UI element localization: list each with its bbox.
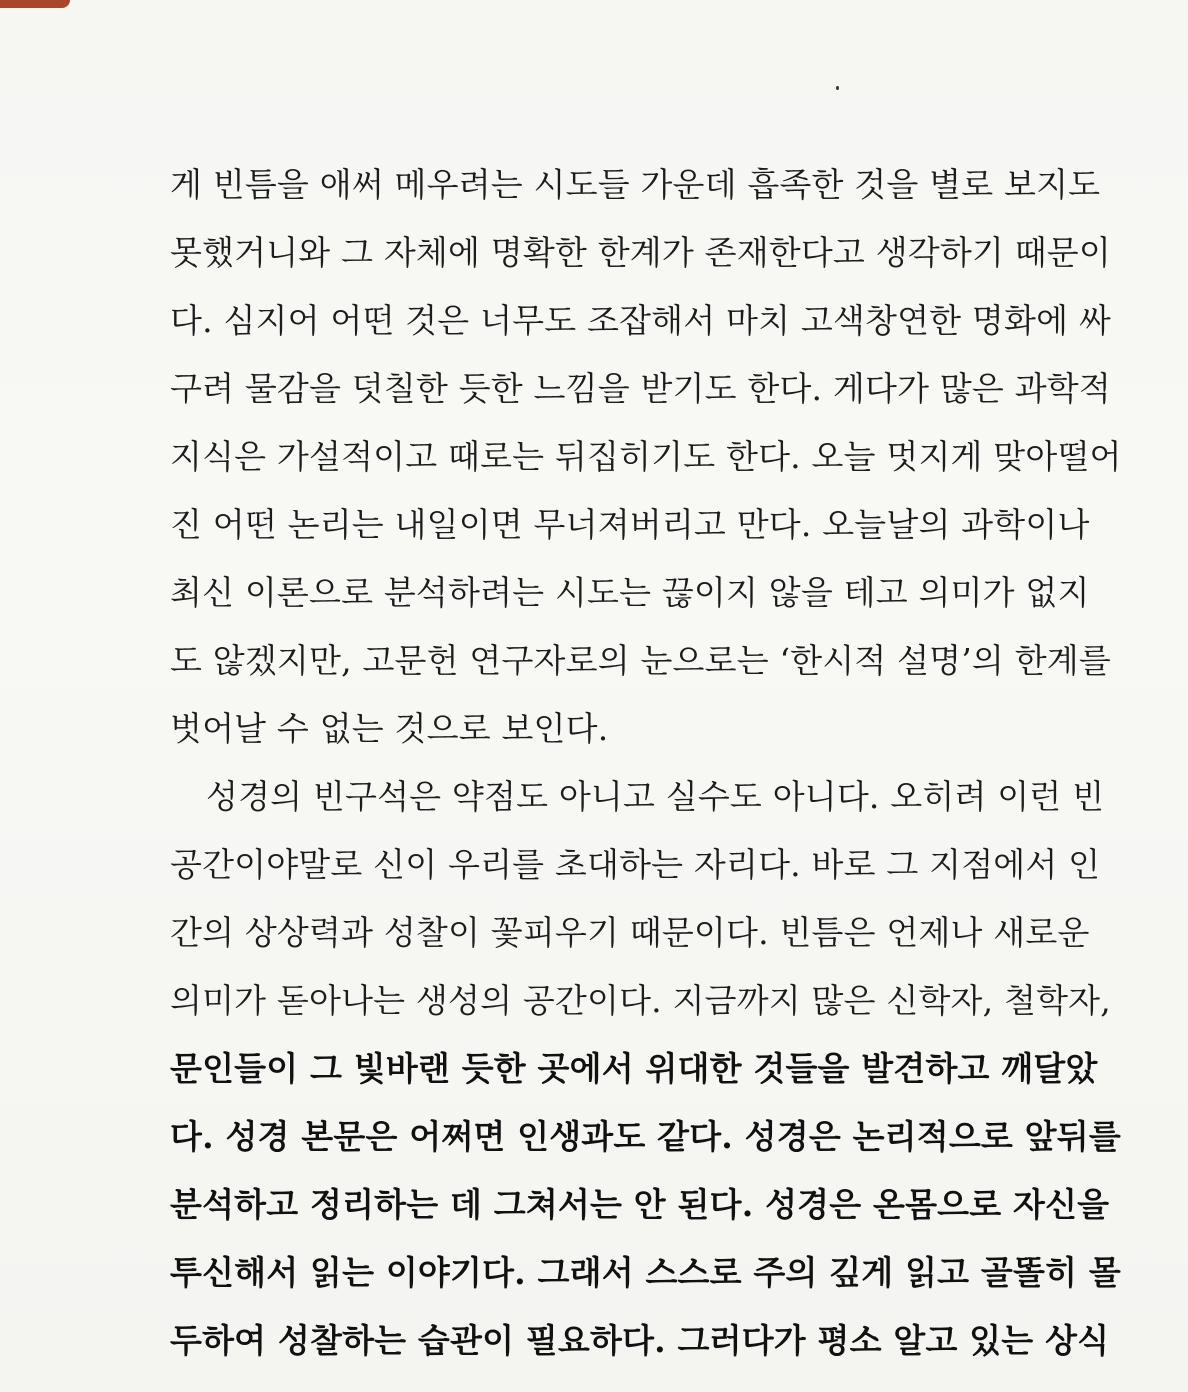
- ink-speck: [836, 86, 839, 90]
- text-line: 분석하고 정리하는 데 그쳐서는 안 된다. 성경은 온몸으로 자신을: [170, 1185, 1110, 1224]
- text-line: 투신해서 읽는 이야기다. 그래서 스스로 주의 깊게 읽고 골똘히 몰: [170, 1253, 1121, 1292]
- text-line: 구려 물감을 덧칠한 듯한 느낌을 받기도 한다. 게다가 많은 과학적: [170, 369, 1111, 408]
- text-line: 도 않겠지만, 고문헌 연구자로의 눈으로는 ‘한시적 설명’의 한계를: [170, 641, 1111, 680]
- text-line: 진 어떤 논리는 내일이면 무너져버리고 만다. 오늘날의 과학이나: [170, 505, 1090, 544]
- text-line: 의미가 돋아나는 생성의 공간이다. 지금까지 많은 신학자, 철학자,: [170, 981, 1111, 1020]
- text-line: 지식은 가설적이고 때로는 뒤집히기도 한다. 오늘 멋지게 맞아떨어: [170, 437, 1122, 476]
- text-line: 벗어날 수 없는 것으로 보인다.: [170, 709, 609, 748]
- body-text: [170, 151, 1122, 1375]
- text-line: 다. 성경 본문은 어쩌면 인생과도 같다. 성경은 논리적으로 앞뒤를: [170, 1117, 1121, 1156]
- text-line: 두하여 성찰하는 습관이 필요하다. 그러다가 평소 알고 있는 상식: [170, 1321, 1110, 1360]
- text-line: 문인들이 그 빛바랜 듯한 곳에서 위대한 것들을 발견하고 깨달았: [170, 1049, 1098, 1088]
- page-corner-decoration: [0, 0, 70, 8]
- text-line: 공간이야말로 신이 우리를 초대하는 자리다. 바로 그 지점에서 인: [170, 845, 1101, 884]
- text-line: 성경의 빈구석은 약점도 아니고 실수도 아니다. 오히려 이런 빈: [206, 777, 1105, 816]
- text-line: 간의 상상력과 성찰이 꽃피우기 때문이다. 빈틈은 언제나 새로운: [170, 913, 1090, 952]
- text-line: 게 빈틈을 애써 메우려는 시도들 가운데 흡족한 것을 별로 보지도: [170, 165, 1101, 204]
- text-line: 최신 이론으로 분석하려는 시도는 끊이지 않을 테고 의미가 없지: [170, 573, 1090, 612]
- text-line: 못했거니와 그 자체에 명확한 한계가 존재한다고 생각하기 때문이: [170, 233, 1111, 272]
- paragraph-2: [170, 763, 1121, 1375]
- text-line: 다. 심지어 어떤 것은 너무도 조잡해서 마치 고색창연한 명화에 싸: [170, 301, 1111, 340]
- paragraph-1: [170, 151, 1122, 763]
